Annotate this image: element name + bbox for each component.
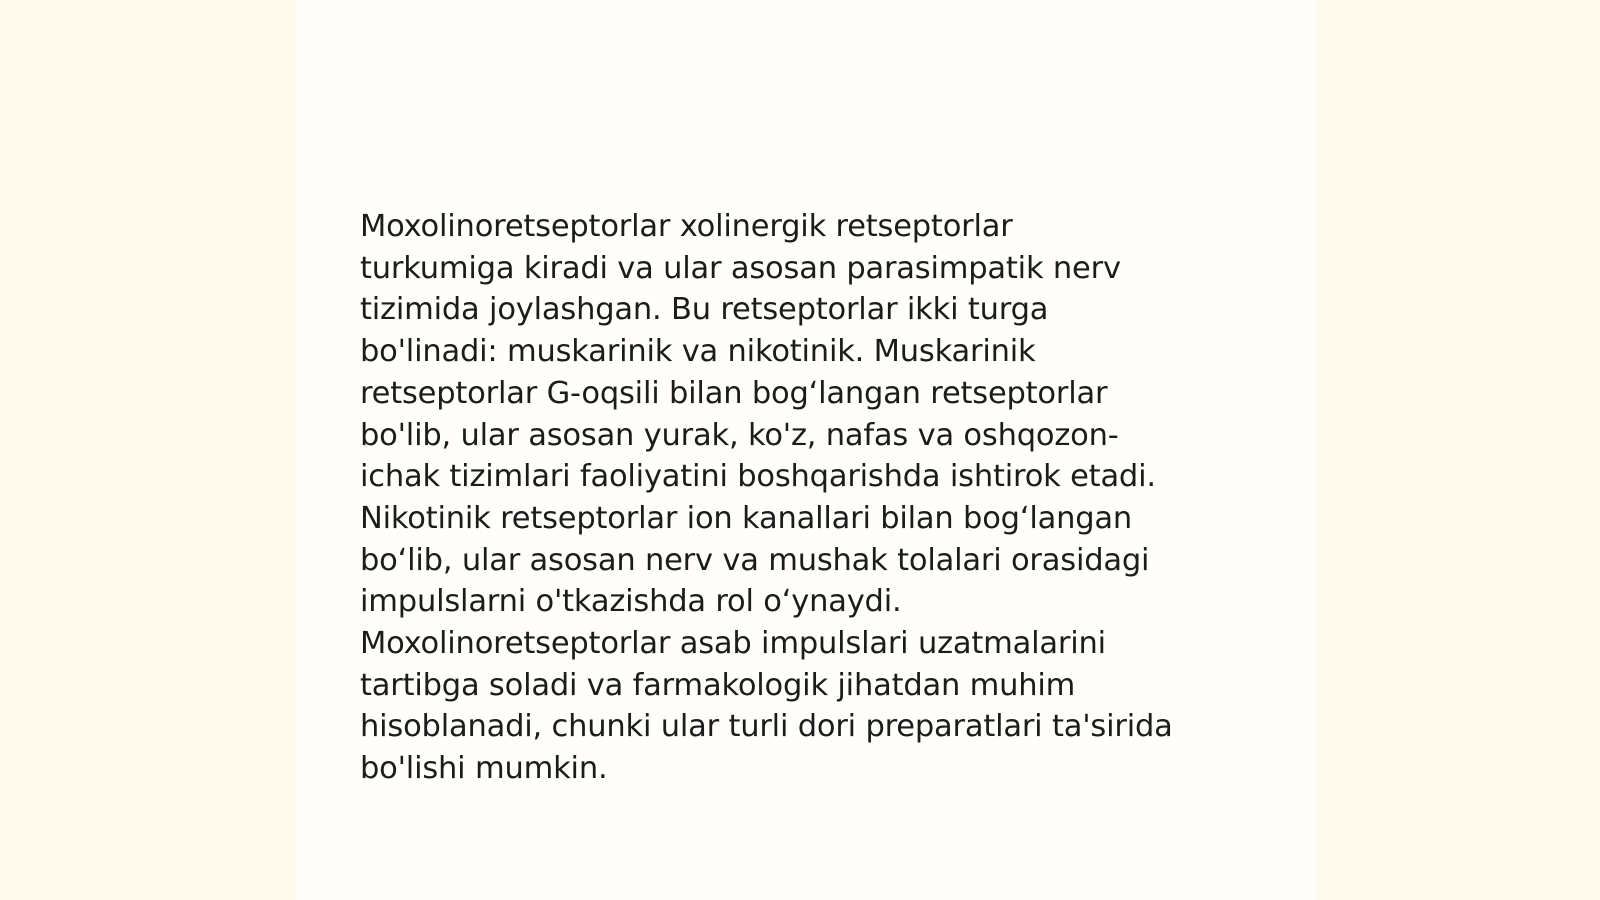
text-line: Nikotinik retseptorlar ion kanallari bilan bog‘langan xyxy=(360,500,1133,536)
slide xyxy=(296,0,1316,900)
text-line: bo'linadi: muskarinik va nikotinik. Muskarinik xyxy=(360,334,1036,370)
text-line: Moxolinoretseptorlar asab impulslari uzatmalarini xyxy=(360,626,1106,662)
text-line: bo‘lib, ular asosan nerv va mushak tolalari orasidagi xyxy=(360,542,1150,578)
text-line: bo'lib, ular asosan yurak, ko'z, nafas va oshqozon- xyxy=(360,417,1119,453)
text-line: bo'lishi mumkin. xyxy=(360,751,608,787)
text-line: hisoblanadi, chunki ular turli dori preparatlari ta'sirida xyxy=(360,709,1173,745)
text-line: retseptorlar G-oqsili bilan bog‘langan retseptorlar xyxy=(360,375,1108,411)
text-line: ichak tizimlari faoliyatini boshqarishda ishtirok etadi. xyxy=(360,459,1156,495)
text-line: tizimida joylashgan. Bu retseptorlar ikki turga xyxy=(360,292,1049,328)
text-line: Moxolinoretseptorlar xolinergik retseptorlar xyxy=(360,209,1013,244)
text-line: turkumiga kiradi va ular asosan parasimpatik nerv xyxy=(360,250,1121,286)
text-line: impulslarni o'tkazishda rol o‘ynaydi. xyxy=(360,584,902,620)
slide-body-text xyxy=(360,206,1260,790)
text-line: tartibga soladi va farmakologik jihatdan muhim xyxy=(360,667,1076,703)
